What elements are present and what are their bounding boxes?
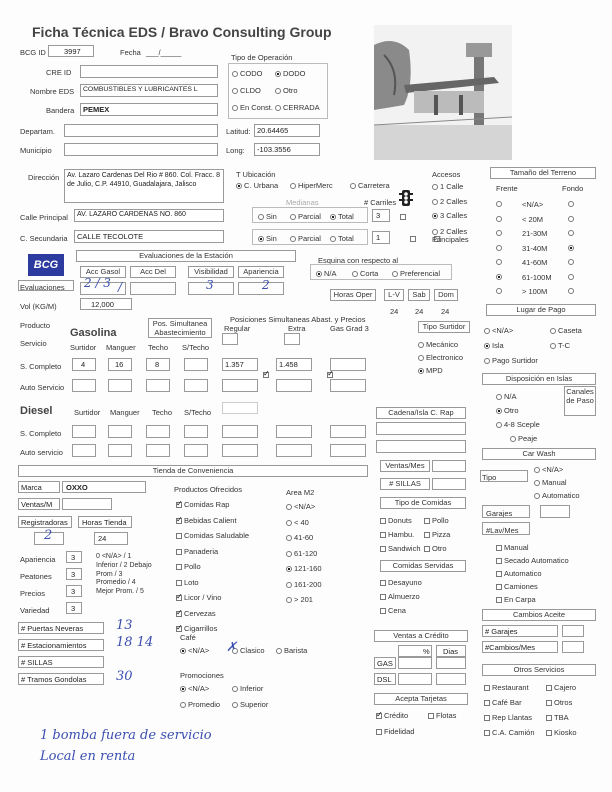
depto-label: Departam. — [20, 127, 56, 136]
check-otro-servicio[interactable]: TBA — [546, 713, 569, 722]
radio-area[interactable]: 41-60 — [286, 533, 313, 542]
diesel-surtidor[interactable] — [72, 425, 96, 438]
eval-hand-4: 2 — [262, 278, 270, 292]
radio-area[interactable]: 61-120 — [286, 549, 317, 558]
horas-dom-value: 24 — [441, 307, 450, 316]
gas-auto-regular[interactable] — [222, 379, 258, 392]
gas-auto-manguera[interactable] — [108, 379, 132, 392]
calle-secundaria-label: C. Secundaria — [20, 234, 68, 243]
auto-servicio-label: Auto Servicio — [20, 383, 65, 392]
radio-fondo-6[interactable] — [568, 288, 574, 294]
latitud-field[interactable]: 20.64465 — [254, 124, 320, 137]
check-fidelidad[interactable]: Fidelidad — [376, 727, 414, 736]
sillas-header: # SILLAS — [380, 478, 430, 490]
radio-cp-total[interactable]: Total — [330, 212, 354, 221]
diesel-auto-label: Auto servicio — [20, 448, 63, 457]
garajes-value-field[interactable] — [540, 505, 570, 518]
radio-fondo-1[interactable] — [568, 216, 574, 222]
peatones-field[interactable]: 3 — [66, 568, 82, 580]
eval-col-field[interactable] — [238, 282, 284, 295]
radio-cerrada[interactable]: CERRADA — [275, 103, 320, 112]
cadena-field-2[interactable] — [376, 440, 466, 453]
eval-col-header: Visibilidad — [188, 266, 234, 278]
radio-promo-inferior[interactable]: Inferior — [232, 684, 263, 693]
radio-frente-1[interactable] — [496, 216, 502, 222]
car-wash-tipo-field[interactable] — [480, 470, 528, 482]
gas-auto-extra[interactable] — [276, 379, 312, 392]
pos-sim-header: Pos. Simultanea Abastecimiento — [148, 318, 212, 338]
radio-en-const[interactable]: En Const. — [232, 103, 273, 112]
check-servicio[interactable]: Cena — [380, 606, 406, 615]
garajes-label: Garajes — [486, 509, 513, 518]
gas-techo-field[interactable]: 8 — [146, 358, 170, 371]
handwritten-note-1: 1 bomba fuera de servicio — [40, 728, 212, 743]
diesel-precio-3[interactable] — [330, 425, 366, 438]
radio-fondo-3[interactable] — [568, 245, 574, 251]
check-otro-servicio[interactable]: Cajero — [546, 683, 576, 692]
cambios-mes-field[interactable] — [562, 641, 584, 653]
tamano-row-label: 41-60M — [522, 258, 548, 267]
station-photo — [374, 25, 512, 160]
calle-principal-field[interactable]: AV. LAZARO CARDENAS NO. 860 — [74, 209, 224, 222]
radio-pago-caseta[interactable]: Caseta — [550, 326, 582, 335]
check-otro-servicio[interactable]: Rep Llantas — [484, 713, 532, 722]
diesel-techo-label: Techo — [152, 408, 173, 417]
fecha-label: Fecha — [120, 48, 141, 57]
productos-label: Productos Ofrecidos — [174, 485, 242, 494]
radio-promo-promedio[interactable]: Promedio — [180, 700, 220, 709]
check-comida[interactable]: Donuts — [380, 516, 412, 525]
radio-disp-otro[interactable]: Otro — [496, 406, 519, 415]
radio-otro[interactable]: Otro — [275, 86, 298, 95]
s-techo-label: S/Techo — [182, 343, 210, 352]
calle-secundaria-field[interactable]: CALLE TECOLOTE — [74, 230, 224, 243]
radio-pago-isla[interactable]: Isla — [484, 341, 504, 350]
radio-frente-2[interactable] — [496, 230, 502, 236]
long-field[interactable]: -103.3556 — [254, 143, 320, 156]
eval-hand-1: 2 / 3 — [84, 276, 111, 290]
estac-label-box: # Estacionamientos — [18, 639, 104, 651]
check-comida[interactable]: Hambu. — [380, 530, 414, 539]
radio-urbana[interactable]: C. Urbana — [236, 181, 278, 190]
radio-codo[interactable]: CODO — [232, 69, 263, 78]
radio-frente-0[interactable] — [496, 201, 502, 207]
escala-legend: 0 <N/A> / 1 Inferior / 2 Debajo Prom / 3 Promedio / 4 Mejor Prom. / 5 — [96, 553, 152, 596]
horas-dom-header: Dom — [434, 289, 458, 301]
cambios-mes-label-box: #Cambios/Mes — [482, 641, 558, 653]
radio-disp-sceple[interactable]: 4-8 Sceple — [496, 420, 540, 429]
radio-esq-preferencial[interactable]: Preferencial — [392, 269, 440, 278]
radio-cafe-clasico[interactable]: Clasico — [232, 646, 265, 655]
tienda-header: Tienda de Conveniencia — [18, 465, 368, 477]
horas-tienda-field[interactable]: 24 — [94, 532, 128, 545]
lugar-pago-header: Lugar de Pago — [486, 304, 596, 316]
radio-area[interactable]: 161-200 — [286, 580, 322, 589]
tamano-row-label: 61-100M — [522, 272, 552, 282]
radio-fondo-2[interactable] — [568, 230, 574, 236]
eval-col-header: Acc Del — [130, 266, 176, 278]
credito-dsl-field[interactable] — [398, 673, 432, 685]
precio-extra-check[interactable] — [327, 372, 333, 378]
bcg-logo: BCG — [28, 254, 64, 276]
peatones-label: Peatones — [20, 572, 52, 581]
tamano-row-label: > 100M — [522, 287, 548, 296]
horas-tienda-label-box: Horas Tienda — [78, 516, 132, 528]
cadena-field-1[interactable] — [376, 422, 466, 435]
gasolina-label: Gasolina — [70, 327, 117, 339]
check-garaje-opt[interactable]: En Carpa — [496, 595, 536, 604]
cadena-rap-header: Cadena/Isla C. Rap — [376, 407, 466, 419]
evaluaciones-row-label: Evaluaciones — [20, 283, 65, 292]
check-otro-servicio[interactable]: Kiosko — [546, 728, 577, 737]
variedad-label: Variedad — [20, 606, 50, 615]
extra-pos-field[interactable] — [284, 333, 300, 345]
check-flotas[interactable]: Flotas — [428, 711, 456, 720]
diesel-surtidor-label: Surtidor — [74, 408, 101, 417]
credito-gas-dias[interactable] — [436, 657, 466, 669]
cs-checkbox-1[interactable] — [410, 236, 416, 242]
eval-hand-2: / — [118, 280, 123, 294]
credito-dias-field[interactable]: Dias — [436, 645, 466, 657]
diesel-stecho-label: S/Techo — [184, 408, 212, 417]
latitud-label: Latitud: — [226, 127, 251, 136]
check-garaje-opt[interactable]: Automatico — [496, 569, 542, 578]
radio-cldo[interactable]: CLDO — [232, 86, 261, 95]
traffic-light-icon — [399, 189, 413, 209]
check-producto[interactable]: Loto — [176, 578, 199, 587]
municipio-label: Municipio — [20, 146, 52, 155]
regular-pos-field[interactable] — [222, 333, 238, 345]
cre-id-label: CRE ID — [46, 68, 72, 77]
ventas-credito-header: Ventas a Crédito — [374, 630, 468, 642]
tramos-label-box: # Tramos Gondolas — [18, 673, 104, 685]
check-credito[interactable]: ✓Crédito — [376, 711, 408, 720]
tamano-row-label: < 20M — [522, 214, 544, 224]
eval-col-field[interactable] — [130, 282, 176, 295]
lav-mes-field[interactable] — [482, 522, 530, 535]
diesel-auto-techo[interactable] — [146, 444, 170, 457]
radio-disp-peaje[interactable]: Peaje — [510, 434, 537, 443]
radio-area[interactable]: <N/A> — [286, 502, 315, 511]
check-producto[interactable]: ✓Cigarrillos — [176, 624, 217, 633]
horas-lv-header: L-V — [384, 289, 404, 301]
check-otro-servicio[interactable]: Café Bar — [484, 698, 522, 707]
tramos-hand: 30 — [116, 669, 133, 684]
diesel-manguera-label: Manguer — [110, 408, 140, 417]
credito-pct-field[interactable]: % — [398, 645, 432, 657]
check-otro-servicio[interactable]: C.A. Camión — [484, 728, 535, 737]
credito-gas-field[interactable] — [398, 657, 432, 669]
diesel-auto-precio-1[interactable] — [222, 444, 258, 457]
horas-lv-value: 24 — [390, 307, 399, 316]
check-producto[interactable]: Pollo — [176, 562, 201, 571]
gas-auto-surtidor[interactable] — [72, 379, 96, 392]
tamano-terreno-header: Tamaño del Terreno — [490, 167, 596, 179]
radio-cafe-na[interactable]: <N/A> — [180, 646, 209, 655]
diesel-precio-2[interactable] — [276, 425, 312, 438]
horas-sab-value: 24 — [415, 307, 424, 316]
marca-label-box: Marca — [18, 481, 60, 493]
precios-field[interactable]: 3 — [66, 585, 82, 597]
check-servicio[interactable]: Desayuno — [380, 578, 422, 587]
ventas-mes-header: Ventas/Mes — [380, 460, 430, 472]
radio-area[interactable]: 121-160 — [286, 564, 322, 573]
check-producto[interactable]: ✓Comidas Rap — [176, 500, 229, 509]
radio-frente-3[interactable] — [496, 245, 502, 251]
nombre-field[interactable]: COMBUSTIBLES Y LUBRICANTES L — [80, 84, 218, 97]
radio-1calle[interactable]: 1 Calle — [432, 182, 463, 191]
radio-2calles-principales[interactable]: 2 Calles Principales — [432, 227, 469, 244]
area-label: Area M2 — [286, 488, 315, 497]
check-otro-servicio[interactable]: Restaurant — [484, 683, 529, 692]
fecha-value: ___/_____ — [146, 48, 182, 57]
radio-2calles[interactable]: 2 Calles — [432, 197, 467, 206]
radio-cafe-barista[interactable]: Barista — [276, 646, 307, 655]
gas-surtidor-field[interactable]: 4 — [72, 358, 96, 371]
car-wash-header: Car Wash — [482, 448, 596, 460]
apariencia-field[interactable]: 3 — [66, 551, 82, 563]
radio-fondo-5[interactable] — [568, 274, 574, 280]
diesel-manguera[interactable] — [108, 425, 132, 438]
radio-area[interactable]: > 201 — [286, 595, 313, 604]
canales-paso-header: Canales de Paso — [564, 386, 596, 416]
radio-frente-4[interactable] — [496, 259, 502, 265]
check-producto[interactable]: Comidas Saludable — [176, 531, 249, 540]
radio-fondo-0[interactable] — [568, 201, 574, 207]
diesel-completo-label: S. Completo — [20, 429, 62, 438]
tipo-comidas-header: Tipo de Comidas — [380, 497, 466, 509]
precios-label: Precios — [20, 589, 46, 598]
radio-promo-na[interactable]: <N/A> — [180, 684, 209, 693]
tipo-surtidor-header: Tipo Surtidor — [418, 321, 470, 333]
page-title: Ficha Técnica EDS / Bravo Consulting Group — [32, 24, 332, 40]
long-label: Long: — [226, 146, 245, 155]
manguera-label: Manguer — [106, 343, 136, 352]
garajes-field[interactable] — [482, 505, 530, 518]
radio-wash-na[interactable]: <N/A> — [534, 465, 563, 474]
gas-manguera-field[interactable]: 16 — [108, 358, 132, 371]
radio-cs-parcial[interactable]: Parcial — [290, 234, 321, 243]
vol-label: Vol (KG/M) — [20, 302, 57, 311]
radio-pago-na[interactable]: <N/A> — [484, 326, 513, 335]
sillas-field[interactable] — [432, 478, 466, 490]
diesel-techo[interactable] — [146, 425, 170, 438]
radio-cp-sin[interactable]: Sin — [258, 212, 277, 221]
radio-wash-manual[interactable]: Manual — [534, 478, 567, 487]
estac-hand: 18 14 — [116, 635, 154, 650]
bandera-label: Bandera — [46, 106, 75, 115]
techo-label: Techo — [148, 343, 169, 352]
tamano-row-label: 31-40M — [522, 243, 548, 253]
check-producto[interactable]: ✓Bebidas Calient — [176, 516, 237, 525]
check-producto[interactable]: ✓Licor / Vino — [176, 593, 221, 602]
check-comida[interactable]: Sandwich — [380, 544, 421, 553]
diesel-auto-surtidor[interactable] — [72, 444, 96, 457]
gas-stecho-field[interactable] — [184, 358, 208, 371]
diesel-auto-precio-3[interactable] — [330, 444, 366, 457]
diesel-precio-1[interactable] — [222, 425, 258, 438]
esquina-label: Esquina con respecto al — [318, 256, 399, 265]
check-garaje-opt[interactable]: Camiones — [496, 582, 538, 591]
otros-servicios-header: Otros Servicios — [482, 664, 596, 676]
check-garaje-opt[interactable]: Secado Automatico — [496, 556, 569, 565]
cp-carriles-field[interactable]: 3 — [372, 209, 390, 222]
check-comida[interactable]: Pollo — [424, 516, 449, 525]
regular-label: Regular — [224, 324, 251, 333]
fondo-label: Fondo — [562, 184, 584, 193]
radio-wash-automatico[interactable]: Automatico — [534, 491, 580, 500]
bandera-field[interactable]: PEMEX — [80, 103, 218, 116]
check-producto[interactable]: ✓Cervezas — [176, 609, 216, 618]
radio-fondo-4[interactable] — [568, 259, 574, 265]
precio-regular-field[interactable]: 1.357 — [222, 358, 258, 371]
cre-id-field[interactable] — [80, 65, 218, 78]
lav-mes-label: #Lav/Mes — [486, 526, 519, 535]
diesel-auto-stecho[interactable] — [184, 444, 208, 457]
precio-extra-field[interactable]: 1.458 — [276, 358, 312, 371]
ventas-m-field[interactable] — [62, 498, 112, 510]
ventas-m-label-box: Ventas/M — [18, 498, 60, 510]
radio-frente-6[interactable] — [496, 288, 502, 294]
vol-field[interactable]: 12,000 — [80, 298, 132, 310]
evaluaciones-field[interactable] — [18, 280, 74, 291]
handwritten-note-2: Local en renta — [40, 749, 136, 764]
registradoras-label-box: Registradoras — [18, 516, 72, 528]
radio-cp-parcial[interactable]: Parcial — [290, 212, 321, 221]
direccion-field[interactable]: Av. Lazaro Cardenas Del Rio # 860. Col. Fracc. 8 de Julio, C.P. 44910, Guadalajara, Jalisco — [64, 169, 224, 203]
precio-regular-check[interactable] — [263, 372, 269, 378]
radio-dodo[interactable]: DODO — [275, 69, 306, 78]
evaluaciones-header: Evaluaciones de la Estación — [76, 250, 296, 262]
radio-3calles[interactable]: 3 Calles — [432, 211, 467, 220]
radio-pago-surtidor[interactable]: Pago Surtidor — [484, 356, 538, 365]
diesel-stecho[interactable] — [184, 425, 208, 438]
extra-label: Extra — [288, 324, 306, 333]
check-comida[interactable]: Pizza — [424, 530, 450, 539]
radio-electronico[interactable]: Electronico — [418, 353, 463, 362]
radio-cs-total[interactable]: Total — [330, 234, 354, 243]
accesos-label: Accesos — [432, 170, 461, 179]
credito-dsl-label: DSL — [374, 673, 396, 685]
cafe-hand-mark: ✗ — [226, 640, 237, 655]
diesel-auto-manguera[interactable] — [108, 444, 132, 457]
tamano-row-label: 21-30M — [522, 229, 548, 238]
credito-gas-label: GAS — [374, 657, 396, 669]
cambios-aceite-header: Cambios Aceite — [482, 609, 596, 621]
calle-principal-label: Calle Principal — [20, 213, 68, 222]
garajes2-label-box: # Garajes — [482, 625, 558, 637]
nombre-label: Nombre EDS — [30, 87, 75, 96]
precio-grad-field[interactable] — [330, 358, 366, 371]
direccion-label: Dirección — [28, 173, 60, 182]
variedad-field[interactable]: 3 — [66, 602, 82, 614]
pos-sim-top-label: Posiciones Simultaneas Abast. y Precios — [230, 315, 366, 324]
sillas-label-box: # SILLAS — [18, 656, 104, 668]
registradoras-hand: 2 — [44, 528, 53, 543]
diesel-pos-field[interactable] — [222, 402, 258, 414]
eval-col-header: Acc Gasol — [80, 266, 126, 278]
radio-carretera[interactable]: Carretera — [350, 181, 390, 190]
check-producto[interactable]: Panaderia — [176, 547, 218, 556]
cs-carriles-field[interactable]: 1 — [372, 231, 390, 244]
disposicion-header: Disposición en Islas — [482, 373, 596, 385]
car-wash-tipo-label: Tipo — [482, 473, 497, 482]
eval-col-header: Apariencia — [238, 266, 284, 278]
puertas-label-box: # Puertas Neveras — [18, 622, 104, 634]
garajes2-field[interactable] — [562, 625, 584, 637]
check-garaje-opt[interactable]: Manual — [496, 543, 529, 552]
medianas-label: Medianas — [286, 198, 319, 207]
gas-grad-label: Gas Grad 3 — [330, 324, 369, 333]
radio-promo-superior[interactable]: Superior — [232, 700, 268, 709]
horas-oper-label: Horas Oper — [330, 289, 376, 301]
radio-esq-corta[interactable]: Corta — [352, 269, 378, 278]
check-comida[interactable]: Otro — [424, 544, 447, 553]
gas-auto-grad[interactable] — [330, 379, 366, 392]
check-servicio[interactable]: Almuerzo — [380, 592, 420, 601]
s-completo-label: S. Completo — [20, 362, 62, 371]
frente-label: Frente — [496, 184, 518, 193]
surtidor-label: Surtidor — [70, 343, 97, 352]
eval-hand-3: 3 — [206, 278, 214, 292]
municipio-field[interactable] — [64, 143, 218, 156]
radio-cs-sin[interactable]: Sin — [258, 234, 277, 243]
radio-mecanico[interactable]: Mecánico — [418, 340, 458, 349]
cp-checkbox[interactable] — [400, 214, 406, 220]
carriles-label: # Carriles — [364, 198, 397, 207]
puertas-hand: 13 — [116, 618, 133, 633]
tipo-operacion-label: Tipo de Operación — [231, 53, 293, 62]
comidas-servidas-header: Comidas Servidas — [380, 560, 466, 572]
bcg-id-label: BCG ID — [20, 48, 46, 57]
check-otro-servicio[interactable]: Otros — [546, 698, 572, 707]
horas-sab-header: Sab — [408, 289, 430, 301]
acepta-tarjetas-header: Acepta Tarjetas — [374, 693, 468, 705]
radio-disp-na[interactable]: N/A — [496, 392, 517, 401]
gas-auto-techo[interactable] — [146, 379, 170, 392]
radio-hipermerc[interactable]: HiperMerc — [290, 181, 333, 190]
marca-field[interactable]: OXXO — [62, 481, 146, 493]
ventas-mes-field[interactable] — [432, 460, 466, 472]
radio-pago-tc[interactable]: T-C — [550, 341, 570, 350]
radio-frente-5[interactable] — [496, 274, 502, 280]
servicio-label: Servicio — [20, 339, 47, 348]
promo-label: Promociones — [180, 671, 224, 680]
bcg-id-field[interactable]: 3997 — [48, 45, 94, 57]
apariencia-label: Apariencia — [20, 555, 56, 564]
diesel-label: Diesel — [20, 405, 53, 417]
producto-label: Producto — [20, 321, 51, 330]
depto-field[interactable] — [64, 124, 218, 137]
radio-mpd[interactable]: MPD — [418, 366, 443, 375]
gas-auto-stecho[interactable] — [184, 379, 208, 392]
ubicacion-label: T Ubicación — [236, 170, 276, 179]
radio-esq-na[interactable]: N/A — [316, 269, 337, 278]
radio-area[interactable]: < 40 — [286, 518, 309, 527]
diesel-auto-precio-2[interactable] — [276, 444, 312, 457]
credito-dsl-dias[interactable] — [436, 673, 466, 685]
cafe-label: Café — [180, 633, 196, 642]
tamano-row-label: <N/A> — [522, 200, 544, 209]
